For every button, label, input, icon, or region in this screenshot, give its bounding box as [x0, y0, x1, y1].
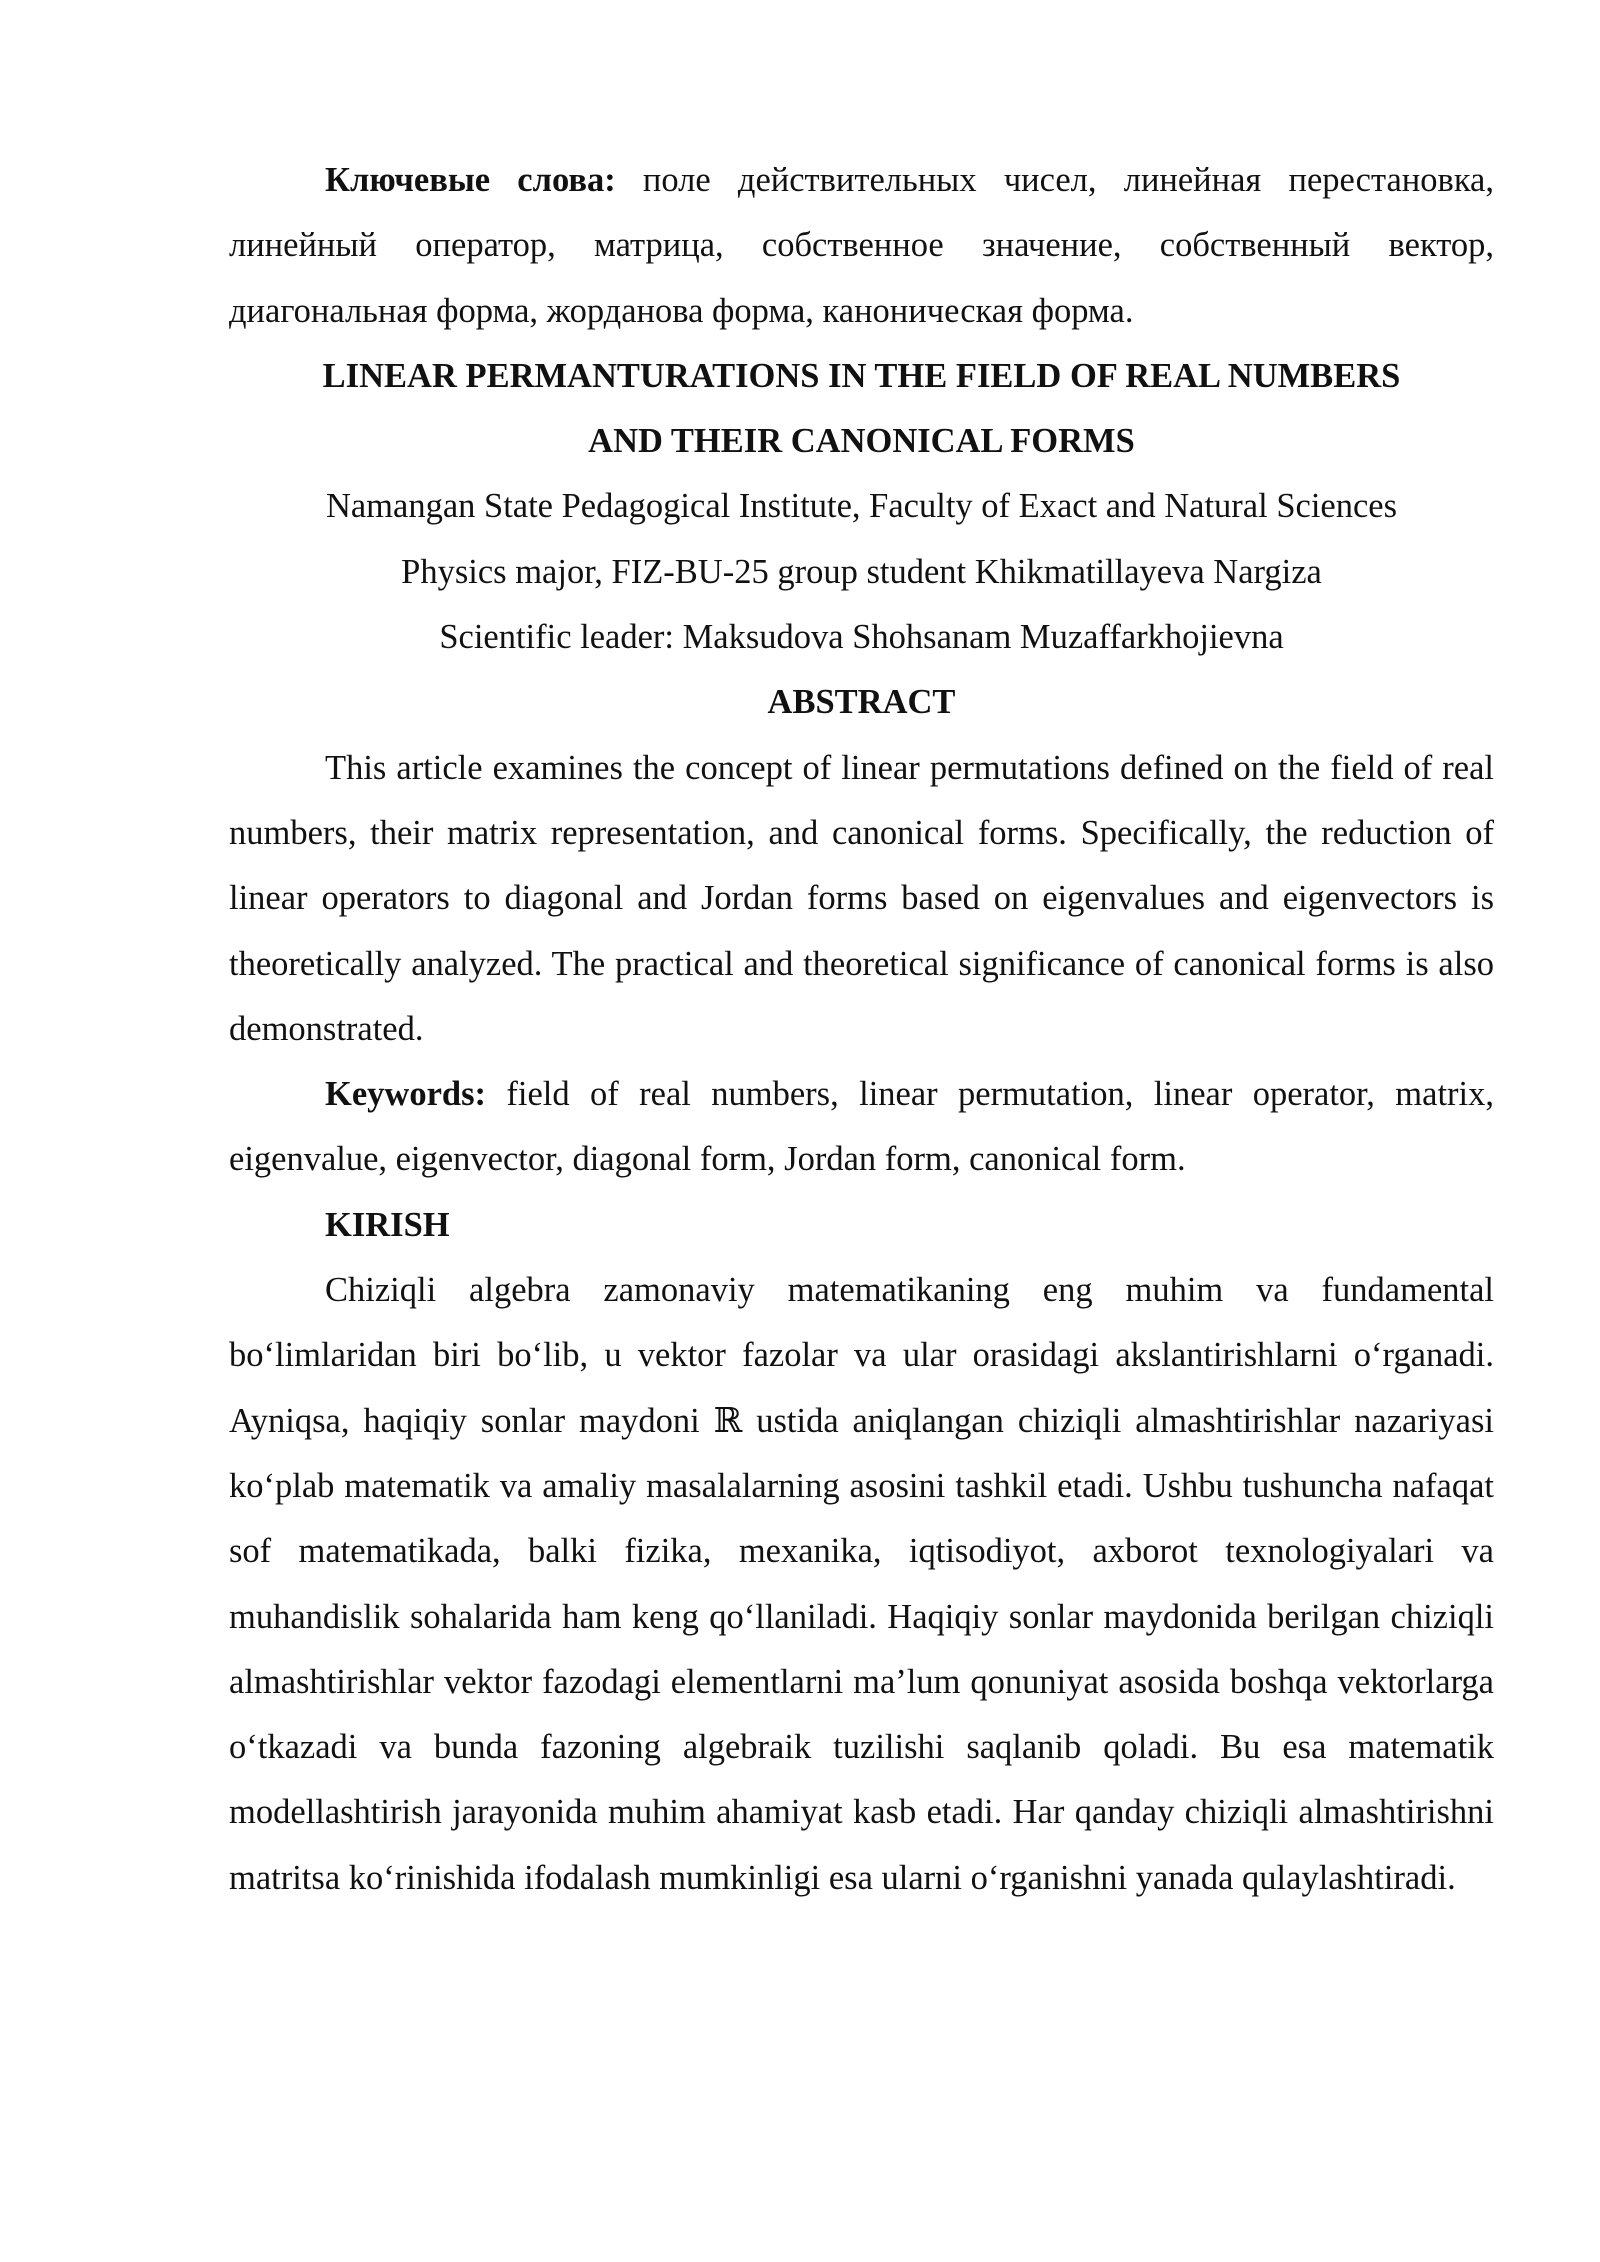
page-content	[229, 148, 1494, 1911]
affiliation-student: Physics major, FIZ-BU-25 group student Khikmatillayeva Nargiza	[401, 552, 1322, 591]
en-keywords-paragraph	[229, 1062, 1494, 1193]
affiliation-leader: Scientific leader: Maksudova Shohsanam Muzaffarkhojievna	[439, 618, 1284, 657]
intro-text: Chiziqli algebra zamonaviy matematikaning eng muhim va fundamental bo‘limlaridan biri bo‘lib, u vektor fazolar va ular orasidagi akslantirishlarni o‘rganadi. Ayniqsa, haqiqiy sonlar maydoni ℝ ustida aniqlangan chiziqli almashtirishlar nazariyasi ko‘plab matematik va amaliy masalalarning asosini tashkil etadi. Ushbu tushuncha nafaqat sof matematikada, balki fizika, mexanika, iqtisodiyot, axborot texnologiyalari va muhandislik sohalarida ham keng qo‘llaniladi. Haqiqiy sonlar maydonida berilgan chiziqli almashtirishlar vektor fazodagi elementlarni ma’lum qonuniyat asosida boshqa vektorlarga o‘tkazadi va bunda fazoning algebraik tuzilishi saqlanib qoladi. Bu esa matematik modellashtirish jarayonida muhim ahamiyat kasb etadi. Har qanday chiziqli almashtirishni matritsa ko‘rinishida ifodalash mumkinligi esa ularni o‘rganishni yanada qulaylashtiradi.	[229, 1271, 1494, 1897]
ru-keywords-paragraph	[229, 148, 1494, 344]
paper-title-line-2: AND THEIR CANONICAL FORMS	[588, 422, 1135, 461]
affiliation-institute: Namangan State Pedagogical Institute, Faculty of Exact and Natural Sciences	[325, 487, 1398, 526]
intro-heading: KIRISH	[325, 1205, 450, 1244]
en-keywords-text: field of real numbers, linear permutation, linear operator, matrix, eigenvalue, eigenvector, diagonal form, Jordan form, canonical form.	[229, 1075, 1494, 1179]
abstract-text: This article examines the concept of linear permutations defined on the field of real numbers, their matrix representation, and canonical forms. Specifically, the reduction of linear operators to diagonal and Jordan forms based on eigenvalues and eigenvectors is theoretically analyzed. The practical and theoretical significance of canonical forms is also demonstrated.	[229, 748, 1494, 1048]
abstract-heading: ABSTRACT	[767, 683, 956, 722]
paper-title-line-1: LINEAR PERMANTURATIONS IN THE FIELD OF REAL NUMBERS	[322, 356, 1401, 395]
ru-keywords-label: Ключевые слова:	[325, 161, 616, 199]
ru-keywords-text: поле действительных чисел, линейная перестановка, линейный оператор, матрица, собственное значение, собственный вектор, диагональная форма, жорданова форма, каноническая форма.	[229, 161, 1494, 330]
en-keywords-label: Keywords:	[325, 1075, 486, 1114]
